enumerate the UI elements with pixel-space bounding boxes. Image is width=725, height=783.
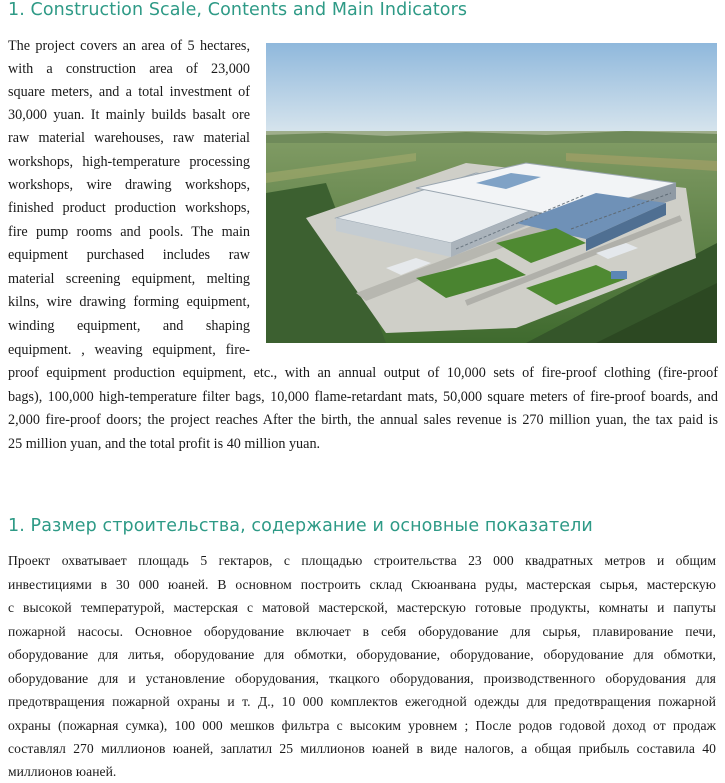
russian-text-line: оборудование для литья, оборудование для обмотки, оборудование, оборудование, оборудование для обмотки,	[8, 647, 716, 662]
russian-text-line: составлял 270 миллионов юаней, заплатил 25 миллионов юаней в виде налогов, а общая прибыль составила 40	[8, 741, 716, 756]
english-text-line: kilns, wire drawing forming equipment,	[8, 294, 250, 310]
russian-text-line: пожарной насосы. Основное оборудование включает в себя оборудование для сырья, плавирование печи,	[8, 624, 716, 639]
factory-aerial-photo	[266, 43, 717, 343]
russian-text-line: Проект охватывает площадь 5 гектаров, с площадью строительства 23 000 квадратных метров и общим	[8, 553, 716, 568]
english-section-heading: 1. Construction Scale, Contents and Main Indicators	[8, 0, 468, 20]
english-text-line: bags), 100,000 high-temperature filter bags, 10,000 flame-retardant mats, 50,000 square meters of fire-proof boards, and	[8, 389, 718, 405]
russian-text-line: миллионов юаней.	[8, 764, 117, 779]
english-text-line: 25 million yuan, and the total profit is 40 million yuan.	[8, 436, 321, 452]
russian-text-line: оборудование для и установление оборудования, ткацкого оборудования, производственного оборудования для	[8, 671, 716, 686]
english-text-line: proof equipment production equipment, etc., with an annual output of 10,000 sets of fire-proof clothing (fire-proof	[8, 365, 718, 381]
russian-section-heading: 1. Размер строительства, содержание и основные показатели	[8, 516, 593, 536]
english-text-line: square meters, and a total investment of	[8, 84, 250, 100]
english-text-line: The project covers an area of 5 hectares,	[8, 38, 250, 54]
english-text-line: 30,000 yuan. It mainly builds basalt ore	[8, 107, 250, 123]
english-text-line: workshops, wire drawing workshops,	[8, 177, 250, 193]
english-text-line: equipment. , weaving equipment, fire-	[8, 342, 250, 358]
english-text-line: finished product production workshops,	[8, 200, 250, 216]
english-text-line: raw material warehouses, raw material	[8, 130, 250, 146]
english-text-line: with a construction area of 23,000	[8, 61, 250, 77]
english-text-line: 2,000 fire-proof doors; the project reaches After the birth, the annual sales revenue is 270 million yuan, the tax paid is	[8, 412, 718, 428]
english-text-line: equipment purchased includes raw	[8, 247, 250, 263]
russian-text-line: охраны (пожарная сумка), 100 000 мешков фильтра с высоким уровнем ; После родов годовой доход от продаж	[8, 718, 716, 733]
english-text-line: fire pump rooms and pools. The main	[8, 224, 250, 240]
russian-text-line: инвестициями в 30 000 юаней. В основном построить склад Скюанвана руды, мастерская сырья, мастерскую	[8, 577, 716, 592]
russian-text-line: с высокой температурой, мастерская с матовой мастерской, мастерскую готовые продукты, комнаты и папуты	[8, 600, 716, 615]
english-text-line: winding equipment, and shaping	[8, 318, 250, 334]
english-text-line: material screening equipment, melting	[8, 271, 250, 287]
english-text-line: workshops, high-temperature processing	[8, 154, 250, 170]
russian-text-line: предотвращения пожарной охраны и т. Д., 10 000 комплектов ежегодной одежды для предотвращения пожарной	[8, 694, 716, 709]
